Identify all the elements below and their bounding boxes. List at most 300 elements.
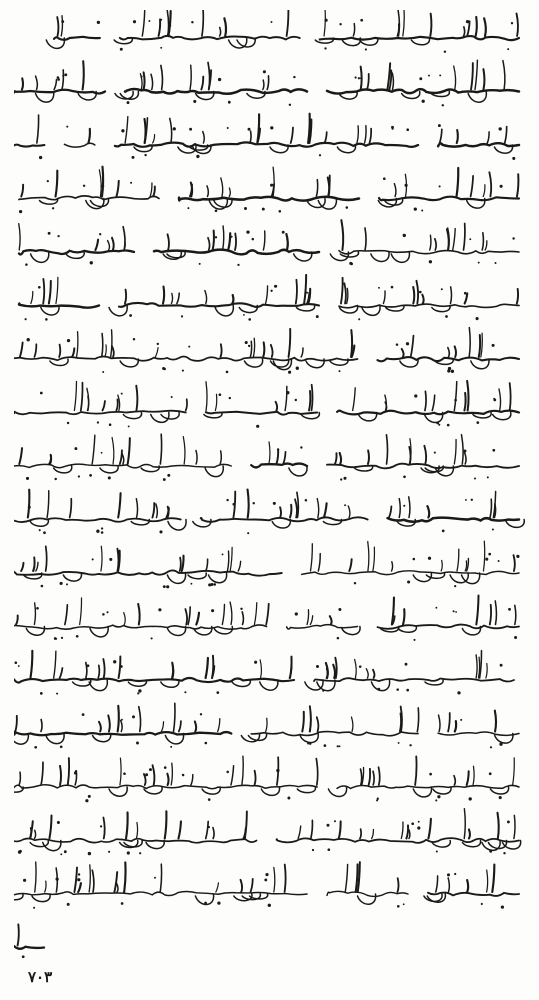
ink-dot xyxy=(337,637,340,640)
ink-stroke xyxy=(30,651,32,678)
ink-stroke xyxy=(495,711,496,732)
ink-dot xyxy=(383,177,386,180)
ink-stroke xyxy=(191,775,193,785)
ink-stroke xyxy=(471,63,473,89)
ink-stroke xyxy=(89,865,90,892)
ink-stroke xyxy=(253,338,254,357)
ink-dot xyxy=(54,478,56,480)
ink-stroke xyxy=(424,446,426,464)
ink-stroke xyxy=(392,73,393,90)
ink-dot xyxy=(100,825,102,827)
ink-stroke xyxy=(360,829,361,838)
ink-stroke xyxy=(289,329,291,357)
ink-stroke xyxy=(263,231,264,250)
ink-stroke xyxy=(413,287,414,303)
ink-stroke xyxy=(295,499,297,517)
ink-dot xyxy=(507,48,509,50)
ink-dot xyxy=(264,878,267,881)
ink-stroke xyxy=(344,283,346,303)
ink-stroke xyxy=(337,785,519,788)
ink-stroke xyxy=(109,787,127,796)
ink-dot xyxy=(199,263,201,265)
ink-dot xyxy=(324,744,327,747)
ink-stroke xyxy=(206,559,208,571)
ink-dot xyxy=(339,745,341,747)
ink-dot xyxy=(243,314,245,316)
ink-dot xyxy=(493,398,495,400)
ink-dot xyxy=(19,210,22,213)
handwriting-line xyxy=(19,275,519,321)
ink-stroke xyxy=(160,434,161,464)
ink-dot xyxy=(419,291,422,294)
ink-dot xyxy=(101,452,103,454)
ink-stroke xyxy=(296,280,297,304)
ink-stroke xyxy=(312,385,313,411)
ink-dot xyxy=(512,157,515,160)
ink-dot xyxy=(365,48,367,50)
ink-stroke xyxy=(326,663,328,678)
ink-dot xyxy=(127,851,130,854)
ink-dot xyxy=(460,719,462,721)
ink-dot xyxy=(396,688,399,691)
ink-stroke xyxy=(70,499,72,518)
ink-dot xyxy=(184,691,186,693)
ink-stroke xyxy=(139,707,141,732)
ink-stroke xyxy=(391,562,392,571)
ink-stroke xyxy=(35,862,36,892)
ink-dot xyxy=(327,824,330,827)
ink-dot xyxy=(428,75,430,77)
ink-stroke xyxy=(34,603,35,625)
ink-stroke xyxy=(402,349,404,357)
ink-dot xyxy=(391,286,394,289)
handwriting-line xyxy=(14,703,519,748)
ink-stroke xyxy=(86,663,87,678)
ink-stroke xyxy=(517,174,518,196)
ink-stroke xyxy=(266,286,268,304)
ink-stroke xyxy=(464,809,465,839)
ink-stroke xyxy=(63,573,81,581)
ink-stroke xyxy=(448,878,449,892)
ink-dot xyxy=(339,370,341,372)
ink-stroke xyxy=(20,343,23,357)
ink-dot xyxy=(248,318,251,321)
ink-stroke xyxy=(386,435,387,464)
ink-stroke xyxy=(465,453,466,464)
ink-stroke xyxy=(251,879,253,892)
ink-stroke xyxy=(49,281,51,304)
ink-stroke xyxy=(456,168,458,197)
ink-stroke xyxy=(440,129,442,143)
ink-stroke xyxy=(177,293,179,303)
ink-dot xyxy=(322,689,324,691)
ink-stroke xyxy=(411,336,414,357)
ink-stroke xyxy=(159,19,161,36)
ink-dot xyxy=(187,207,189,209)
ink-dot xyxy=(309,742,311,744)
ink-dot xyxy=(277,448,279,450)
ink-dot xyxy=(217,901,220,904)
ink-dot xyxy=(466,20,469,23)
ink-stroke xyxy=(311,544,313,571)
ink-stroke xyxy=(59,345,60,357)
ink-stroke xyxy=(479,335,480,357)
ink-stroke xyxy=(351,330,352,357)
ink-stroke xyxy=(155,348,158,357)
ink-stroke xyxy=(314,678,514,681)
ink-dot xyxy=(428,557,431,560)
ink-stroke xyxy=(320,36,519,40)
ink-stroke xyxy=(397,878,398,892)
ink-stroke xyxy=(144,72,145,89)
ink-stroke xyxy=(124,841,142,847)
handwriting-line xyxy=(14,809,521,856)
ink-stroke xyxy=(196,613,199,625)
ink-stroke xyxy=(213,828,214,839)
ink-dot xyxy=(182,370,184,372)
ink-dot xyxy=(253,502,255,504)
ink-dot xyxy=(306,292,308,294)
ink-stroke xyxy=(409,830,410,839)
ink-stroke xyxy=(14,570,282,575)
ink-dot xyxy=(218,78,221,81)
ink-dot xyxy=(499,796,502,799)
ink-dot xyxy=(358,879,360,881)
ink-stroke xyxy=(467,880,468,892)
ink-dot xyxy=(464,292,467,295)
ink-dot xyxy=(67,422,69,424)
ink-stroke xyxy=(99,170,101,197)
ink-dot xyxy=(151,637,153,639)
ink-stroke xyxy=(215,394,216,410)
ink-dot xyxy=(129,314,132,317)
ink-stroke xyxy=(353,388,356,411)
ink-dot xyxy=(422,100,425,103)
ink-dot xyxy=(173,127,176,130)
ink-stroke xyxy=(260,660,261,678)
ink-stroke xyxy=(457,130,458,143)
ink-dot xyxy=(429,773,432,776)
ink-stroke xyxy=(102,333,103,357)
ink-dot xyxy=(77,878,80,881)
ink-stroke xyxy=(41,762,43,785)
ink-stroke xyxy=(188,607,190,625)
ink-stroke xyxy=(317,499,318,518)
ink-stroke xyxy=(274,867,275,892)
ink-stroke xyxy=(465,293,468,303)
ink-stroke xyxy=(221,344,222,357)
ink-stroke xyxy=(357,126,358,143)
ink-stroke xyxy=(202,10,203,36)
ink-dot xyxy=(163,368,166,371)
ink-stroke xyxy=(471,176,474,197)
ink-stroke xyxy=(92,435,95,464)
ink-dot xyxy=(74,771,77,774)
ink-stroke xyxy=(115,142,418,146)
ink-stroke xyxy=(248,490,249,518)
ink-dot xyxy=(166,585,169,588)
ink-dot xyxy=(43,531,46,534)
ink-dot xyxy=(60,582,63,585)
ink-dot xyxy=(97,421,99,423)
ink-stroke xyxy=(81,383,83,411)
ink-stroke xyxy=(206,658,208,678)
ink-stroke xyxy=(112,238,114,250)
ink-stroke xyxy=(151,413,169,423)
ink-stroke xyxy=(287,10,289,36)
ink-dot xyxy=(121,129,124,132)
ink-dot xyxy=(102,371,104,373)
ink-stroke xyxy=(454,382,456,411)
ink-stroke xyxy=(476,595,478,624)
ink-stroke xyxy=(301,348,303,357)
ink-stroke xyxy=(18,924,19,945)
ink-dot xyxy=(247,532,249,534)
ink-stroke xyxy=(126,812,128,838)
ink-stroke xyxy=(161,413,179,420)
ink-dot xyxy=(159,530,162,533)
ink-stroke xyxy=(327,891,408,896)
ink-stroke xyxy=(102,167,103,197)
ink-dot xyxy=(442,104,444,106)
ink-dot xyxy=(132,715,135,718)
ink-stroke xyxy=(153,186,155,196)
ink-stroke xyxy=(307,610,309,625)
ink-dot xyxy=(355,76,357,78)
ink-dot xyxy=(56,878,59,881)
ink-dot xyxy=(75,770,77,772)
ink-stroke xyxy=(490,499,491,517)
ink-dot xyxy=(406,128,409,131)
ink-stroke xyxy=(365,228,366,250)
ink-dot xyxy=(340,478,342,480)
ink-stroke xyxy=(151,74,153,89)
ink-dot xyxy=(106,611,108,613)
ink-stroke xyxy=(464,27,465,36)
ink-stroke xyxy=(438,143,519,146)
ink-stroke xyxy=(190,65,191,89)
ink-dot xyxy=(439,74,441,76)
ink-dot xyxy=(360,77,362,79)
ink-dot xyxy=(396,343,399,346)
ink-stroke xyxy=(399,499,400,518)
ink-stroke xyxy=(80,598,82,625)
ink-dot xyxy=(392,128,394,130)
ink-dot xyxy=(406,342,409,345)
ink-stroke xyxy=(383,291,385,304)
ink-stroke xyxy=(389,506,391,517)
ink-dot xyxy=(149,768,152,771)
ink-dot xyxy=(101,531,104,534)
ink-stroke xyxy=(30,841,48,847)
ink-dot xyxy=(148,20,150,22)
ink-dot xyxy=(276,769,279,772)
ink-stroke xyxy=(167,10,169,36)
ink-stroke xyxy=(144,774,146,785)
ink-dot xyxy=(288,371,291,374)
ink-dot xyxy=(435,607,437,609)
ink-stroke xyxy=(19,196,159,200)
ink-stroke xyxy=(31,252,49,262)
ink-dot xyxy=(39,156,42,159)
ink-stroke xyxy=(304,275,306,304)
ink-stroke xyxy=(356,864,358,892)
ink-dot xyxy=(337,745,339,747)
ink-stroke xyxy=(503,61,505,90)
ink-stroke xyxy=(61,16,62,36)
ink-stroke xyxy=(483,541,484,571)
ink-stroke xyxy=(255,771,256,785)
ink-stroke xyxy=(21,563,23,571)
ink-stroke xyxy=(230,602,232,624)
ink-dot xyxy=(421,209,423,211)
ink-dot xyxy=(418,821,420,823)
ink-dot xyxy=(354,582,356,584)
ink-stroke xyxy=(182,556,184,571)
ink-dot xyxy=(226,771,229,774)
ink-dot xyxy=(457,691,460,694)
ink-dot xyxy=(350,263,353,266)
ink-stroke xyxy=(242,756,243,785)
ink-stroke xyxy=(430,14,431,36)
ink-stroke xyxy=(153,765,155,785)
ink-dot xyxy=(444,50,446,52)
ink-dot xyxy=(189,128,192,131)
ink-stroke xyxy=(19,224,20,250)
ink-dot xyxy=(188,346,190,348)
ink-dot xyxy=(130,182,132,184)
ink-stroke xyxy=(56,171,58,197)
ink-stroke xyxy=(369,129,371,143)
ink-dot xyxy=(138,689,141,692)
ink-dot xyxy=(282,231,285,234)
ink-stroke xyxy=(116,399,117,410)
handwriting-line xyxy=(14,651,514,695)
ink-stroke xyxy=(324,10,325,36)
ink-dot xyxy=(137,692,139,694)
ink-dot xyxy=(18,850,21,853)
ink-stroke xyxy=(161,722,163,732)
ink-stroke xyxy=(464,393,465,411)
ink-stroke xyxy=(487,870,488,892)
ink-stroke xyxy=(311,820,313,838)
ink-dot xyxy=(325,19,328,22)
ink-dot xyxy=(500,664,503,667)
ink-stroke xyxy=(121,720,122,731)
ink-dot xyxy=(38,286,41,289)
ink-stroke xyxy=(14,518,181,522)
ink-stroke xyxy=(206,382,207,411)
ink-stroke xyxy=(28,490,30,518)
ink-stroke xyxy=(170,118,172,143)
ink-stroke xyxy=(62,70,63,90)
ink-dot xyxy=(139,852,141,854)
ink-dot xyxy=(448,367,451,370)
ink-dot xyxy=(182,774,185,777)
ink-stroke xyxy=(276,402,278,411)
ink-stroke xyxy=(242,612,243,625)
ink-stroke xyxy=(251,464,307,468)
ink-stroke xyxy=(14,678,294,683)
ink-stroke xyxy=(401,822,403,839)
ink-dot xyxy=(64,850,67,853)
ink-stroke xyxy=(99,722,101,732)
ink-stroke xyxy=(316,759,317,785)
ink-stroke xyxy=(266,604,269,625)
handwriting-line xyxy=(14,381,519,428)
ink-stroke xyxy=(216,883,219,892)
ink-stroke xyxy=(250,131,251,143)
ink-dot xyxy=(40,392,43,395)
ink-stroke xyxy=(185,609,187,624)
ink-dot xyxy=(78,873,80,875)
ink-dot xyxy=(60,746,63,749)
ink-dot xyxy=(40,692,43,695)
ink-stroke xyxy=(125,290,126,304)
handwriting-line xyxy=(14,434,519,481)
ink-dot xyxy=(464,450,467,453)
ink-dot xyxy=(437,795,440,798)
ink-stroke xyxy=(361,769,362,785)
ink-stroke xyxy=(484,18,486,36)
ink-stroke xyxy=(119,303,319,307)
ink-stroke xyxy=(432,395,434,410)
ink-stroke xyxy=(100,466,118,473)
ink-stroke xyxy=(403,10,404,36)
ink-dot xyxy=(74,447,77,450)
ink-stroke xyxy=(186,399,187,410)
ink-dot xyxy=(471,499,473,501)
ink-dot xyxy=(219,393,222,396)
ink-stroke xyxy=(114,872,117,892)
ink-stroke xyxy=(21,185,23,197)
ink-stroke xyxy=(89,680,107,691)
ink-dot xyxy=(204,742,207,745)
ink-stroke xyxy=(208,62,210,89)
ink-dot xyxy=(438,424,440,426)
ink-dot xyxy=(120,665,123,668)
ink-stroke xyxy=(453,229,455,250)
ink-dot xyxy=(87,664,90,667)
ink-stroke xyxy=(290,505,291,518)
ink-stroke xyxy=(125,117,128,143)
ink-stroke xyxy=(513,758,515,785)
ink-dot xyxy=(495,262,497,264)
ink-stroke xyxy=(254,603,256,625)
ink-stroke xyxy=(517,289,518,304)
ink-stroke xyxy=(487,132,489,143)
ink-stroke xyxy=(238,561,240,571)
ink-dot xyxy=(208,583,211,586)
ink-stroke xyxy=(486,663,487,678)
ink-stroke xyxy=(483,69,484,89)
ink-dot xyxy=(193,100,196,103)
ink-stroke xyxy=(482,233,483,250)
ink-stroke xyxy=(478,657,479,678)
ink-dot xyxy=(28,506,31,509)
ink-stroke xyxy=(112,437,114,464)
ink-dot xyxy=(474,477,476,479)
ink-stroke xyxy=(416,281,418,304)
ink-stroke xyxy=(229,38,247,48)
ink-dot xyxy=(127,101,130,104)
ink-dot xyxy=(61,20,64,23)
ink-dot xyxy=(262,208,265,211)
handwriting-line xyxy=(14,490,524,535)
ink-stroke xyxy=(37,115,39,143)
ink-dot xyxy=(403,505,405,507)
ink-dot xyxy=(359,665,362,668)
